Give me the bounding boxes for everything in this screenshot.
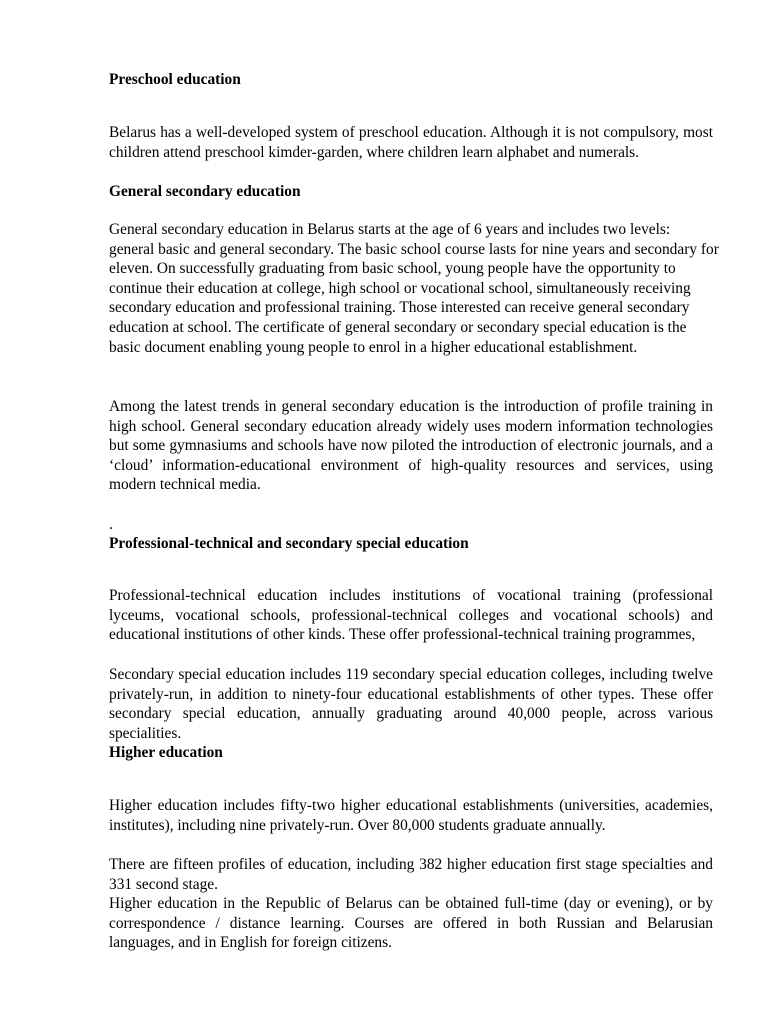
paragraph-higher-profiles: There are fifteen profiles of education, including 382 higher education first stage specialties and 331 second stage. — [109, 856, 713, 893]
paragraph-stray-dot: . — [109, 516, 113, 533]
paragraph-preschool-overview: Belarus has a well-developed system of preschool education. Although it is not compulsory, most children attend preschool kimder-garden, where children learn alphabet and numerals. — [109, 124, 713, 161]
section-heading-preschool: Preschool education — [109, 71, 241, 88]
paragraph-higher-institutions: Higher education includes fifty-two higher educational establishments (universities, academies, institutes), including nine privately-run. Over 80,000 students graduate annually. — [109, 797, 713, 834]
paragraph-professional-technical: Professional-technical education includes institutions of vocational training (professional lyceums, vocational schools, professional-technical colleges and vocational schools) and educational institutions of other kinds. These offer professional-technical training programmes, — [109, 587, 713, 644]
paragraph-secondary-trends: Among the latest trends in general secondary education is the introduction of profile training in high school. General secondary education already widely uses modern information technologies but some gymnasiums and schools have now piloted the introduction of electronic journals, and a ‘cloud’ information-educational environment of high-quality resources and services, using modern technical media. — [109, 398, 713, 494]
paragraph-secondary-overview: General secondary education in Belarus starts at the age of 6 years and includes two levels: general basic and general secondary. The basic school course lasts for nine years and secondary for eleven. On successfully graduating from basic school, young people have the opportunity to continue their education at college, high school or vocational school, simultaneously receiving secondary education and professional training. Those interested can receive general secondary education at school. The certificate of general secondary or secondary special education is the basic document enabling young people to enrol in a higher educational establishment. — [109, 221, 719, 356]
section-heading-secondary: General secondary education — [109, 183, 301, 200]
paragraph-higher-forms: Higher education in the Republic of Belarus can be obtained full-time (day or evening), or by correspondence / distance learning. Courses are offered in both Russian and Belarusian languages, and in English for foreign citizens. — [109, 895, 713, 952]
section-heading-higher: Higher education — [109, 744, 223, 761]
paragraph-secondary-special: Secondary special education includes 119 secondary special education colleges, including twelve privately-run, in addition to ninety-four educational establishments of other types. These offer secondary special education, annually graduating around 40,000 people, across various specialities. — [109, 666, 713, 742]
section-heading-professional: Professional-technical and secondary special education — [109, 535, 469, 552]
